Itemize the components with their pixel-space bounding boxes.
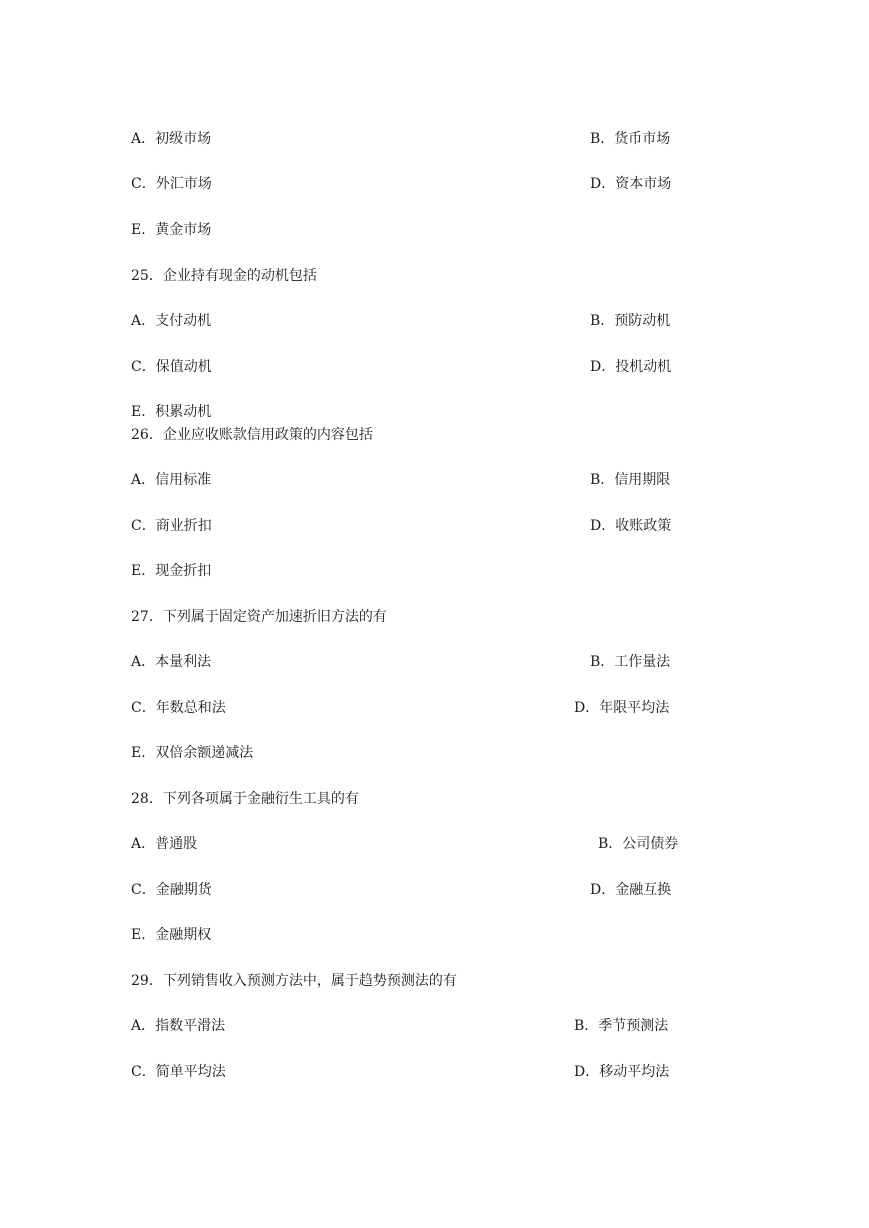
q29-option-a: A．指数平滑法 (131, 1018, 226, 1034)
q29-stem: 29．下列销售收入预测方法中，属于趋势预测法的有 (131, 973, 457, 989)
q28-option-a: A．普通股 (131, 836, 198, 852)
q27-option-b: B．工作量法 (590, 654, 671, 670)
q24-option-c: C．外汇市场 (131, 176, 212, 192)
q26-option-a: A．信用标准 (131, 472, 212, 488)
q25-option-d: D．投机动机 (590, 359, 672, 375)
q26-stem: 26．企业应收账款信用政策的内容包括 (131, 427, 373, 443)
q27-option-d: D．年限平均法 (574, 700, 670, 716)
q25-option-e: E．积累动机 (131, 404, 212, 420)
q29-option-d: D．移动平均法 (574, 1064, 670, 1080)
q25-option-c: C．保值动机 (131, 359, 212, 375)
q27-stem: 27．下列属于固定资产加速折旧方法的有 (131, 609, 387, 625)
q24-option-b: B．货币市场 (590, 131, 671, 147)
q25-option-a: A．支付动机 (131, 313, 212, 329)
q28-option-c: C．金融期货 (131, 882, 212, 898)
q27-option-a: A．本量利法 (131, 654, 212, 670)
q26-option-d: D．收账政策 (590, 518, 672, 534)
q24-option-d: D．资本市场 (590, 176, 672, 192)
q27-option-c: C．年数总和法 (131, 700, 226, 716)
q28-option-d: D．金融互换 (590, 882, 672, 898)
q28-option-b: B．公司债券 (598, 836, 679, 852)
q25-stem: 25．企业持有现金的动机包括 (131, 268, 317, 284)
q26-option-e: E．现金折扣 (131, 563, 212, 579)
q24-option-e: E．黄金市场 (131, 222, 212, 238)
q26-option-c: C．商业折扣 (131, 518, 212, 534)
q27-option-e: E．双倍余额递减法 (131, 745, 254, 761)
q28-stem: 28．下列各项属于金融衍生工具的有 (131, 791, 359, 807)
q29-option-c: C．简单平均法 (131, 1064, 226, 1080)
q24-option-a: A．初级市场 (131, 131, 212, 147)
q25-option-b: B．预防动机 (590, 313, 671, 329)
q29-option-b: B．季节预测法 (574, 1018, 669, 1034)
q26-option-b: B．信用期限 (590, 472, 671, 488)
q28-option-e: E．金融期权 (131, 927, 212, 943)
